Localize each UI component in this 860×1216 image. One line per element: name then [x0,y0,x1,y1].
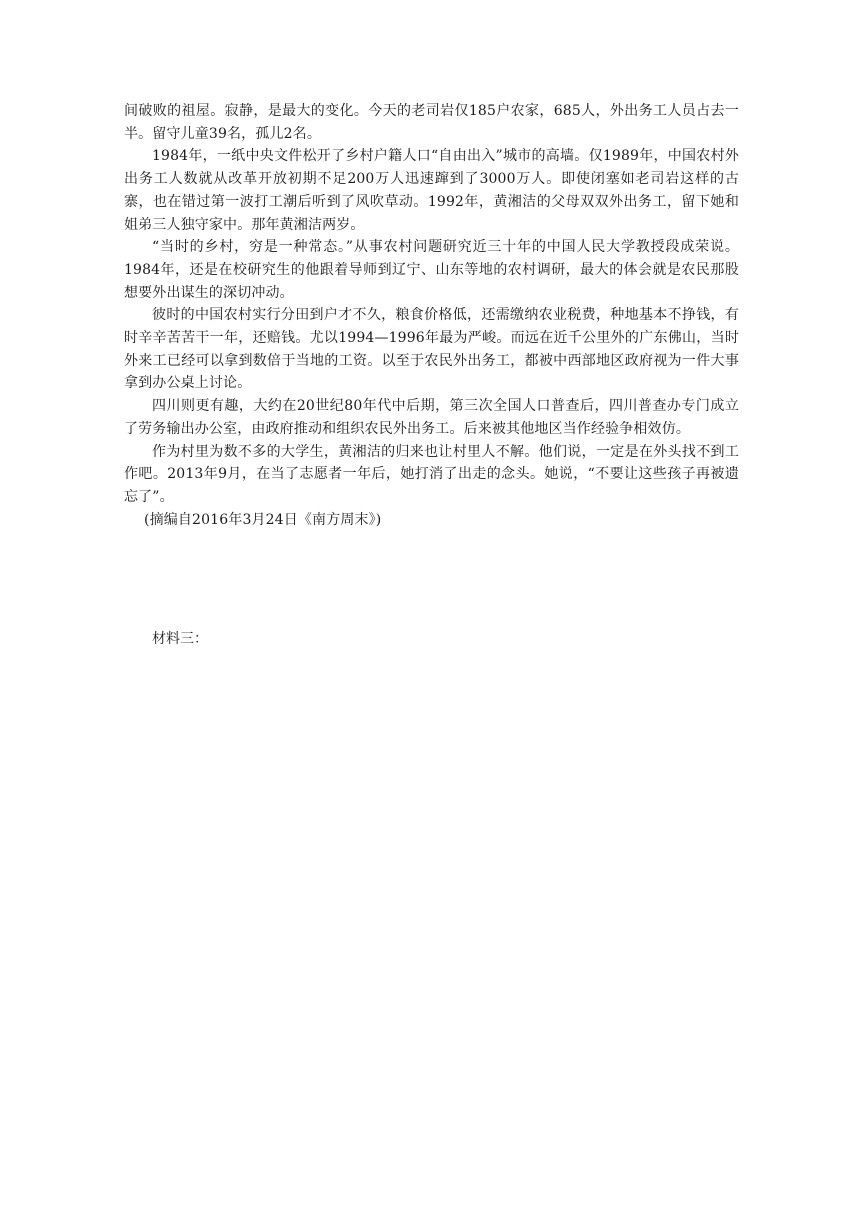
article-body [124,100,739,531]
paragraph-sichuan-labor-export: 四川则更有趣，大约在20世纪80年代中后期，第三次全国人口普查后，四川普查办专门成立了劳务输出办公室，由政府推动和组织农民外出务工。后来被其他地区当作经验争相效仿。 [124,398,739,437]
paragraph-rural-economy: 彼时的中国农村实行分田到户才不久，粮食价格低，还需缴纳农业税费，种地基本不挣钱，有时辛辛苦苦干一年，还赔钱。尤以1994—1996年最为严峻。而远在近千公里外的广东佛山，当时外来工已经可以拿到数倍于当地的工资。以至于农民外出务工，都被中西部地区政府视为一件大事拿到办公桌上讨论。 [124,307,739,392]
source-citation: (摘编自2016年3月24日《南方周末》) [144,511,382,528]
paragraph-1984-hukou: 1984年，一纸中央文件松开了乡村户籍人口“自由出入”城市的高墙。仅1989年，中国农村外出务工人数就从改革开放初期不足200万人迅速蹿到了3000万人。即使闭塞如老司岩这样的古寨，也在错过第一波打工潮后听到了风吹草动。1992年，黄湘洁的父母双双外出务工，留下她和姐弟三人独守家中。那年黄湘洁两岁。 [124,148,739,233]
paragraph-huang-xiangjie-return: 作为村里为数不多的大学生，黄湘洁的归来也让村里人不解。他们说，一定是在外头找不到工作吧。2013年9月，在当了志愿者一年后，她打消了出走的念头。她说，“不要让这些孩子再被遗忘了”。 [124,443,739,505]
section-label-material-three: 材料三： [152,631,208,647]
paragraph-poverty-quote: “当时的乡村，穷是一种常态。”从事农村问题研究近三十年的中国人民大学教授段成荣说。1984年，还是在校研究生的他跟着导师到辽宁、山东等地的农村调研，最大的体会就是农民那股想要外出谋生的深切冲动。 [124,239,739,301]
paragraph-continuation: 间破败的祖屋。寂静，是最大的变化。今天的老司岩仅185户农家，685人，外出务工人员占去一半。留守儿童39名，孤儿2名。 [124,103,739,142]
